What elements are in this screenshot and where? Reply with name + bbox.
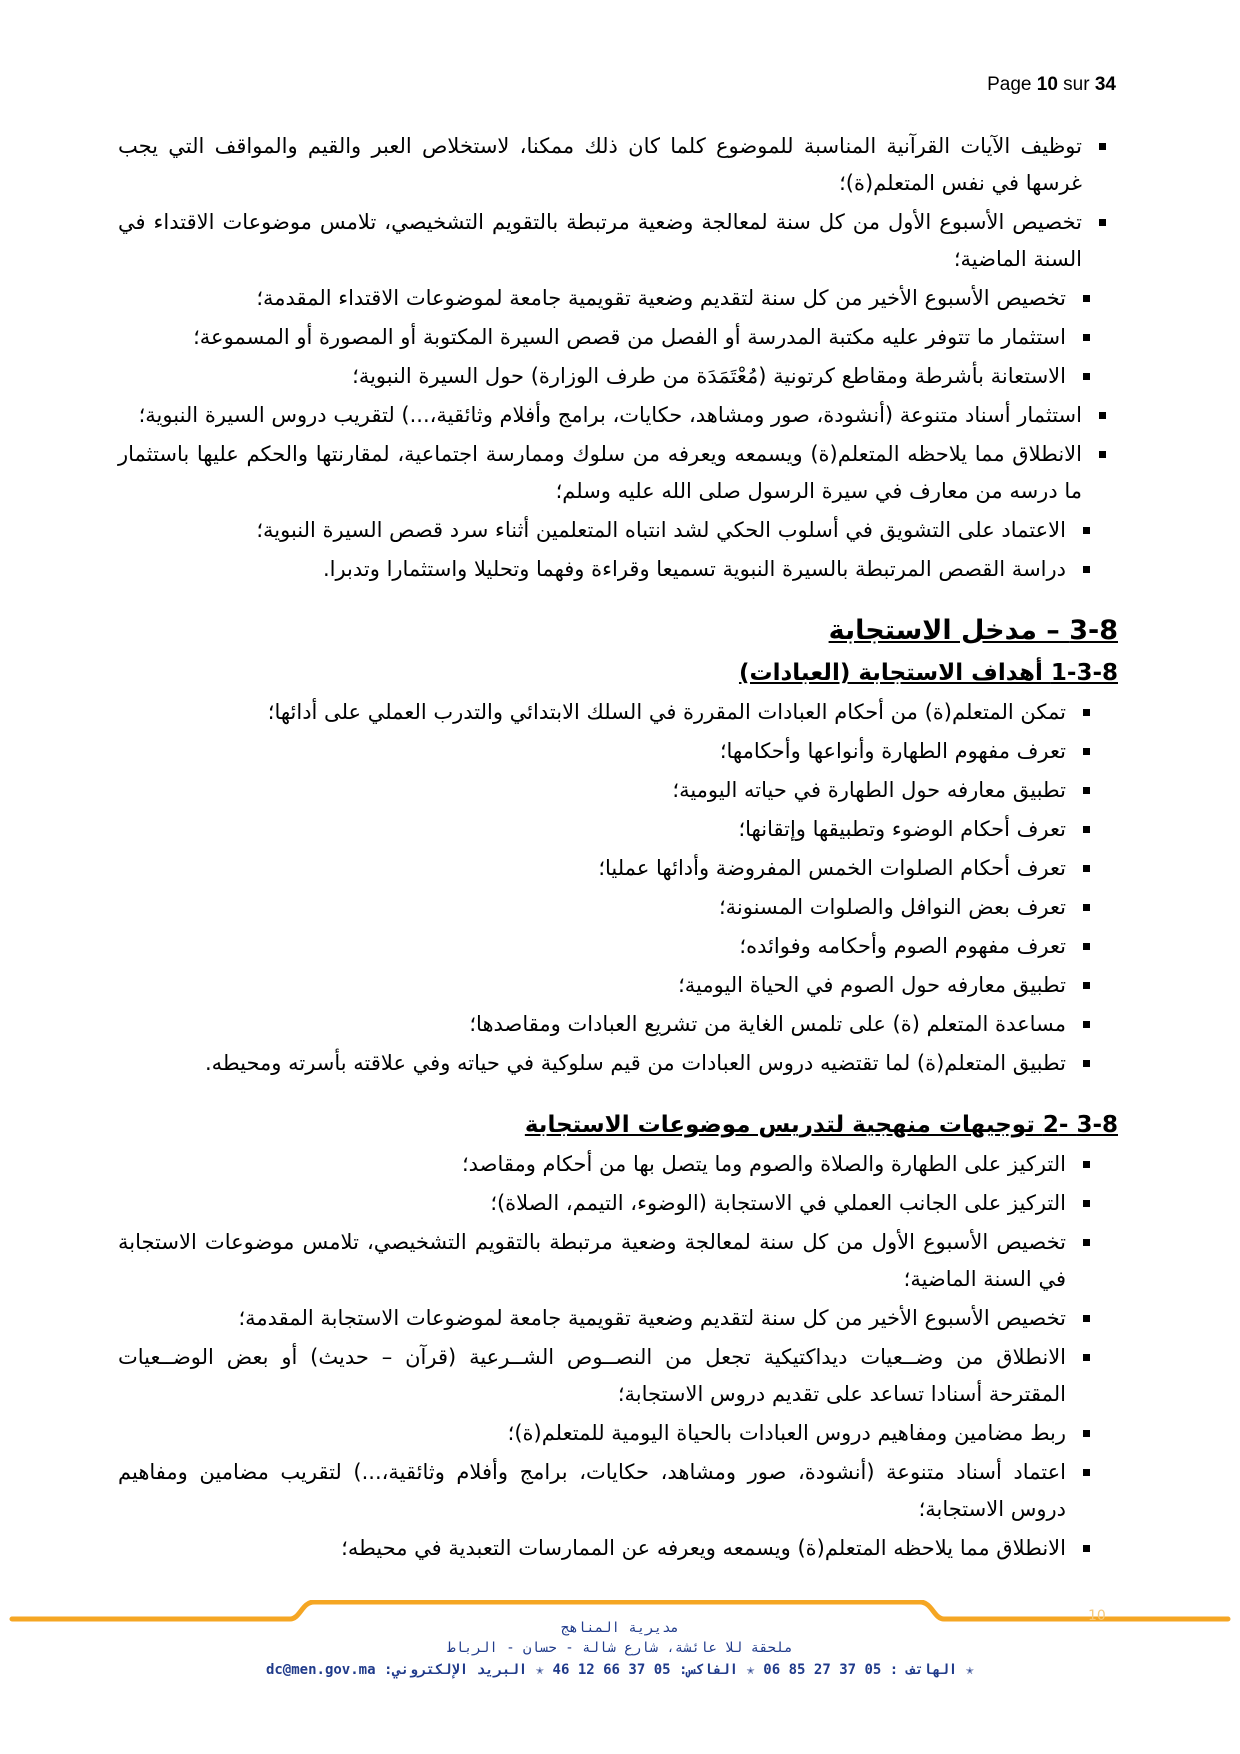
guidelines-list: [118, 1146, 1118, 1567]
footer-department: مديرية المناهج: [560, 1620, 679, 1636]
list-item: تعرف أحكام الصلوات الخمس المفروضة وأدائها عمليا؛: [118, 850, 1102, 887]
list-item: تعرف مفهوم الطهارة وأنواعها وأحكامها؛: [118, 733, 1102, 770]
list-item: الانطلاق مما يلاحظه المتعلم(ة) ويسمعه ويعرفه عن الممارسات التعبدية في محيطه؛: [118, 1530, 1102, 1567]
page-number: [987, 74, 1116, 96]
list-item: تخصيص الأسبوع الأول من كل سنة لمعالجة وضعية مرتبطة بالتقويم التشخيصي، تلامس موضوعات الاستجابة في السنة الماضية؛: [118, 1224, 1102, 1298]
list-item: اعتماد أسناد متنوعة (أنشودة، صور ومشاهد، حكايات، برامج وأفلام وثائقية،...) لتقريب مضامين ومفاهيم دروس الاستجابة؛: [118, 1454, 1102, 1528]
list-item: الانطلاق مما يلاحظه المتعلم(ة) ويسمعه ويعرفه من سلوك وممارسة اجتماعية، لمقارنتها والحكم عليها باستثمار ما درسه من معارف في سيرة الرسول صلى الله عليه وسلم؛: [118, 436, 1118, 510]
list-item: تعرف مفهوم الصوم وأحكامه وفوائده؛: [118, 928, 1102, 965]
section-title: 3-8 – مدخل الاستجابة: [828, 615, 1118, 646]
list-item: ربط مضامين ومفاهيم دروس العبادات بالحياة اليومية للمتعلم(ة)؛: [118, 1415, 1102, 1452]
list-item: تطبيق معارفه حول الصوم في الحياة اليومية؛: [118, 967, 1102, 1004]
guidelines-title: 3-8 -2 توجيهات منهجية لتدريس موضوعات الاستجابة: [524, 1112, 1118, 1138]
goals-title: 1-3-8 أهداف الاستجابة (العبادات): [738, 660, 1118, 686]
list-item: استثمار أسناد متنوعة (أنشودة، صور ومشاهد، حكايات، برامج وأفلام وثائقية،...) لتقريب دروس السيرة النبوية؛: [118, 397, 1118, 434]
list-item: تطبيق معارفه حول الطهارة في حياته اليومية؛: [118, 772, 1102, 809]
intro-list: [118, 128, 1118, 588]
list-item: التركيز على الجانب العملي في الاستجابة (الوضوء، التيمم، الصلاة)؛: [118, 1185, 1102, 1222]
footer-address: ملحقة للا عائشة، شارع شالة - حسان - الرباط: [447, 1640, 793, 1656]
list-item: تطبيق المتعلم(ة) لما تقتضيه دروس العبادات من قيم سلوكية في حياته وفي علاقته بأسرته ومحيطه.: [118, 1045, 1102, 1082]
page-footer: [0, 1600, 1240, 1754]
page-sep: sur: [1063, 74, 1090, 95]
list-item: التركيز على الطهارة والصلاة والصوم وما يتصل بها من أحكام ومقاصد؛: [118, 1146, 1102, 1183]
list-item: تمكن المتعلم(ة) من أحكام العبادات المقررة في السلك الابتدائي والتدرب العملي على أدائها؛: [118, 694, 1102, 731]
list-item: استثمار ما تتوفر عليه مكتبة المدرسة أو الفصل من قصص السيرة المكتوبة أو المصورة أو المسموعة؛: [118, 319, 1102, 356]
page-content: [118, 128, 1118, 1569]
list-item: الاعتماد على التشويق في أسلوب الحكي لشد انتباه المتعلمين أثناء سرد قصص السيرة النبوية؛: [118, 512, 1102, 549]
list-item: تخصيص الأسبوع الأول من كل سنة لمعالجة وضعية مرتبطة بالتقويم التشخيصي، تلامس موضوعات الاقتداء في السنة الماضية؛: [118, 204, 1118, 278]
goals-list: [118, 694, 1118, 1082]
list-item: الاستعانة بأشرطة ومقاطع كرتونية (مُعْتَمَدَة من طرف الوزارة) حول السيرة النبوية؛: [118, 358, 1102, 395]
page-label: Page: [987, 74, 1032, 95]
list-item: تعرف أحكام الوضوء وتطبيقها وإتقانها؛: [118, 811, 1102, 848]
page-total: 34: [1094, 74, 1116, 95]
list-item: تعرف بعض النوافل والصلوات المسنونة؛: [118, 889, 1102, 926]
list-item: مساعدة المتعلم (ة) على تلمس الغاية من تشريع العبادات ومقاصدها؛: [118, 1006, 1102, 1043]
list-item: الانطلاق من وضــعيات ديداكتيكية تجعل من النصــوص الشــرعية (قرآن – حديث) أو بعض الوضــعيات المقترحة أسنادا تساعد على تقديم دروس الاستجابة؛: [118, 1339, 1102, 1413]
list-item: تخصيص الأسبوع الأخير من كل سنة لتقديم وضعية تقويمية جامعة لموضوعات الاستجابة المقدمة؛: [118, 1300, 1102, 1337]
footer-ghost-page-number: 10: [1088, 1608, 1106, 1624]
list-item: تخصيص الأسبوع الأخير من كل سنة لتقديم وضعية تقويمية جامعة لموضوعات الاقتداء المقدمة؛: [118, 280, 1102, 317]
footer-contact: ✭ الهاتف : 05 37 27 85 06 ✭ الفاكس: 05 37 66 12 46 ✭ البريد الإلكتروني: dc@men.gov.ma: [265, 1662, 975, 1678]
list-item: دراسة القصص المرتبطة بالسيرة النبوية تسميعا وقراءة وفهما وتحليلا واستثمارا وتدبرا.: [118, 551, 1102, 588]
page-current: 10: [1036, 74, 1058, 95]
list-item: توظيف الآيات القرآنية المناسبة للموضوع كلما كان ذلك ممكنا، لاستخلاص العبر والقيم والمواقف التي يجب غرسها في نفس المتعلم(ة)؛: [118, 128, 1118, 202]
